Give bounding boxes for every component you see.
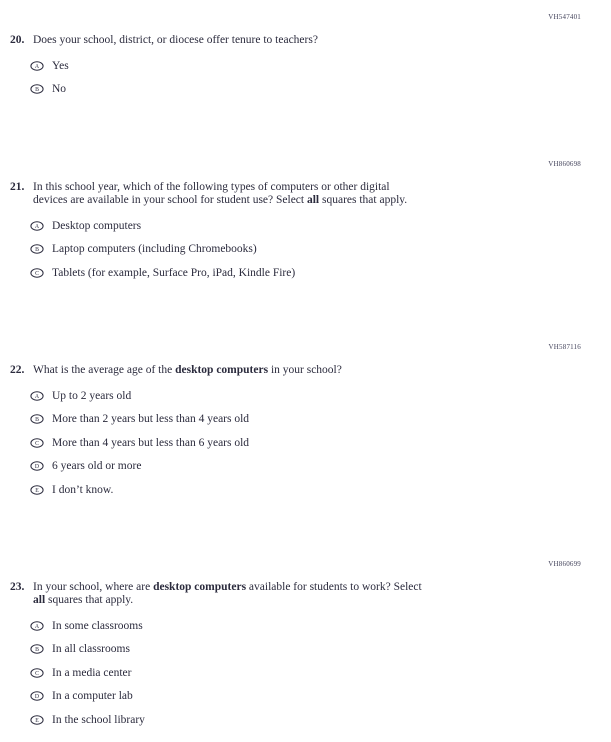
question-block-21 <box>0 160 611 285</box>
option-row[interactable] <box>0 54 611 78</box>
svg-text:E: E <box>35 717 39 724</box>
accession-code: VH547401 <box>548 13 581 21</box>
svg-text:D: D <box>34 694 40 701</box>
answer-oval-icon[interactable] <box>30 414 44 424</box>
svg-text:C: C <box>35 440 39 447</box>
question-block-23 <box>0 560 611 732</box>
question-text-segment: In your school, where are <box>33 581 154 593</box>
option-label: Laptop computers (including Chromebooks) <box>52 243 257 256</box>
answer-oval-icon[interactable] <box>30 715 44 725</box>
answer-oval-icon[interactable] <box>30 691 44 701</box>
option-row[interactable] <box>0 478 611 502</box>
question-text <box>33 34 563 47</box>
accession-code: VH587116 <box>548 343 581 351</box>
option-label: In a computer lab <box>52 690 133 703</box>
accession-code: VH860699 <box>548 560 581 568</box>
svg-text:B: B <box>35 647 39 654</box>
option-label: No <box>52 83 67 96</box>
question-text <box>33 581 563 607</box>
svg-text:B: B <box>35 417 39 424</box>
answer-oval-icon[interactable] <box>30 84 44 94</box>
question-text-bold: desktop computers <box>153 581 247 593</box>
option-label: Up to 2 years old <box>52 389 132 402</box>
answer-oval-icon[interactable] <box>30 461 44 471</box>
option-label: More than 4 years but less than 6 years old <box>52 436 250 449</box>
question-text-segment: What is the average age of the <box>33 364 176 376</box>
accession-code: VH860698 <box>548 160 581 168</box>
question-block-20 <box>0 13 611 101</box>
option-row[interactable] <box>0 638 611 662</box>
option-row[interactable] <box>0 431 611 455</box>
answer-oval-icon[interactable] <box>30 485 44 495</box>
answer-oval-icon[interactable] <box>30 438 44 448</box>
option-label: In the school library <box>52 713 145 726</box>
svg-text:A: A <box>34 223 40 230</box>
option-row[interactable] <box>0 708 611 732</box>
option-label: Desktop computers <box>52 219 142 232</box>
svg-text:E: E <box>35 487 39 494</box>
question-text-segment: devices are available in your school for student use? Select <box>33 194 307 206</box>
svg-text:B: B <box>35 87 39 94</box>
option-label: 6 years old or more <box>52 460 142 473</box>
option-label: In a media center <box>52 666 132 679</box>
question-text-segment: In this school year, which of the following types of computers or other digital <box>33 181 390 193</box>
option-row[interactable] <box>0 214 611 238</box>
answer-oval-icon[interactable] <box>30 644 44 654</box>
svg-text:A: A <box>34 393 40 400</box>
question-text <box>33 181 563 207</box>
option-label: In some classrooms <box>52 619 143 632</box>
option-row[interactable] <box>0 384 611 408</box>
answer-oval-icon[interactable] <box>30 61 44 71</box>
option-row[interactable] <box>0 455 611 479</box>
answer-oval-icon[interactable] <box>30 244 44 254</box>
option-label: Tablets (for example, Surface Pro, iPad, Kindle Fire) <box>52 266 296 279</box>
answer-oval-icon[interactable] <box>30 391 44 401</box>
option-row[interactable] <box>0 685 611 709</box>
question-number: 22. <box>10 364 25 376</box>
answer-oval-icon[interactable] <box>30 221 44 231</box>
question-text-segment: Does your school, district, or diocese offer tenure to teachers? <box>33 34 318 46</box>
option-row[interactable] <box>0 78 611 102</box>
option-row[interactable] <box>0 614 611 638</box>
answer-oval-icon[interactable] <box>30 268 44 278</box>
svg-text:A: A <box>34 623 40 630</box>
option-label: Yes <box>52 59 69 72</box>
options-list <box>0 384 611 502</box>
options-list <box>0 54 611 101</box>
option-row[interactable] <box>0 661 611 685</box>
question-number: 21. <box>10 181 25 193</box>
question-text-bold: desktop computers <box>175 364 269 376</box>
option-row[interactable] <box>0 238 611 262</box>
option-label: More than 2 years but less than 4 years old <box>52 413 250 426</box>
question-text-bold: all <box>306 194 320 206</box>
question-text <box>33 364 563 377</box>
options-list <box>0 614 611 732</box>
question-block-22 <box>0 343 611 502</box>
question-number: 23. <box>10 581 25 593</box>
svg-text:C: C <box>35 270 39 277</box>
question-text-segment: squares that apply. <box>45 594 134 606</box>
option-label: In all classrooms <box>52 643 130 656</box>
options-list <box>0 214 611 285</box>
answer-oval-icon[interactable] <box>30 668 44 678</box>
option-row[interactable] <box>0 408 611 432</box>
option-label: I don’t know. <box>52 483 114 496</box>
option-row[interactable] <box>0 261 611 285</box>
question-text-segment: squares that apply. <box>319 194 408 206</box>
svg-text:D: D <box>34 464 40 471</box>
question-number: 20. <box>10 34 25 46</box>
answer-oval-icon[interactable] <box>30 621 44 631</box>
svg-text:C: C <box>35 670 39 677</box>
question-text-segment: in your school? <box>268 364 342 376</box>
svg-text:A: A <box>34 63 40 70</box>
svg-text:B: B <box>35 247 39 254</box>
question-text-bold: all <box>33 594 46 606</box>
question-text-segment: available for students to work? Select <box>246 581 422 593</box>
